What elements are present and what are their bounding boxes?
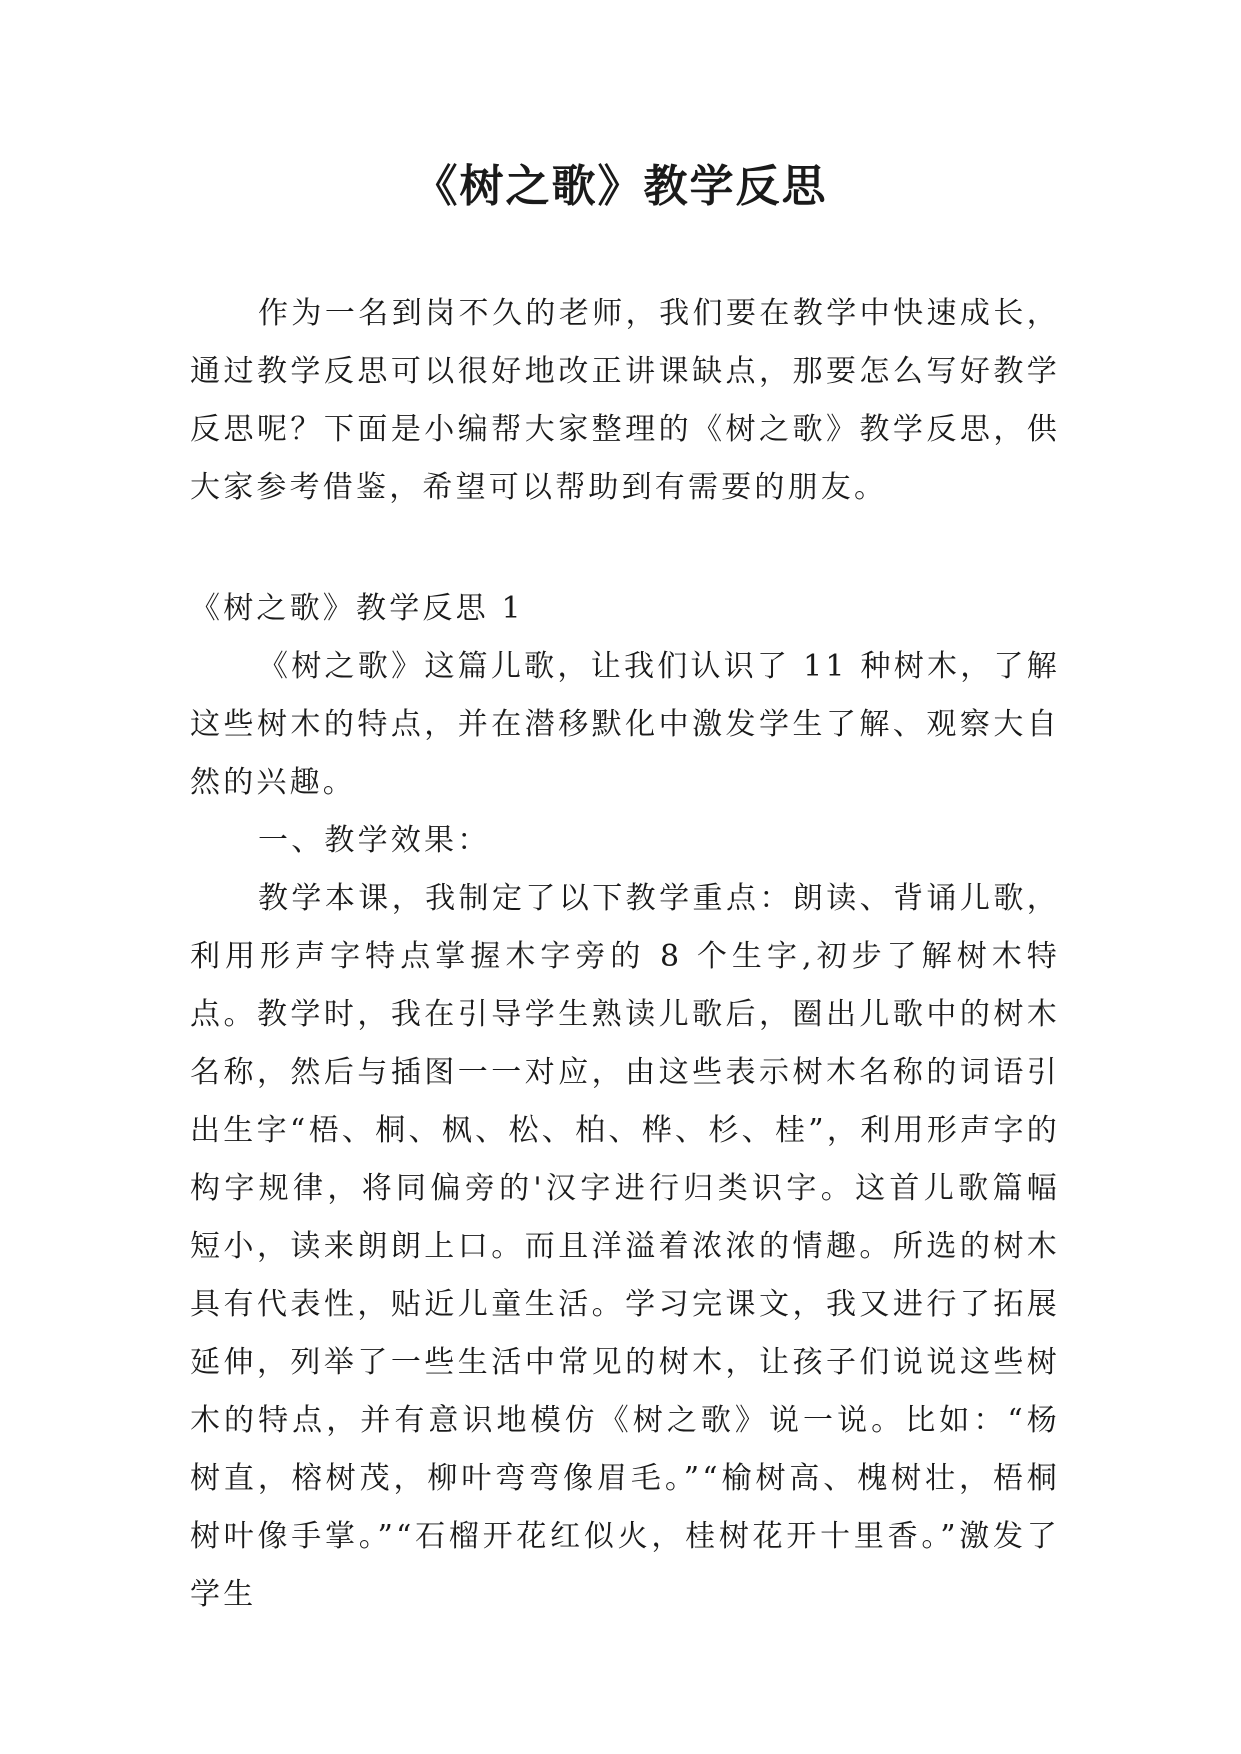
subsection-heading: 一、教学效果：: [258, 823, 491, 858]
body-paragraph: 教学本课，我制定了以下教学重点：朗读、背诵儿歌，利用形声字特点掌握木字旁的 8 个生字,初步了解树木特点。教学时，我在引导学生熟读儿歌后，圈出儿歌中的树木名称，然后与插图一一对应，由这些表示树木名称的词语引出生字“梧、桐、枫、松、柏、桦、杉、桂”，利用形声字的构字规律，将同偏旁的'汉字进行归类识字。这首儿歌篇幅短小，读来朗朗上口。而且洋溢着浓浓的情趣。所选的树木具有代表性，贴近儿童生活。学习完课文，我又进行了拓展延伸，列举了一些生活中常见的树木，让孩子们说说这些树木的特点，并有意识地模仿《树之歌》说一说。比如：“杨树直，榕树茂，柳叶弯弯像眉毛。”“榆树高、槐树壮，梧桐树叶像手掌。”“石榴开花红似火，桂树花开十里香。”激发了学生: [190, 881, 1060, 1612]
intro-paragraph: 作为一名到岗不久的老师，我们要在教学中快速成长，通过教学反思可以很好地改正讲课缺点，那要怎么写好教学反思呢？下面是小编帮大家整理的《树之歌》教学反思，供大家参考借鉴，希望可以帮助到有需要的朋友。: [190, 296, 1060, 505]
body-paragraph: 《树之歌》这篇儿歌，让我们认识了 11 种树木，了解这些树木的特点，并在潜移默化中激发学生了解、观察大自然的兴趣。: [190, 649, 1060, 800]
section-heading: 《树之歌》教学反思 1: [190, 591, 524, 626]
document-title: 《树之歌》教学反思: [413, 161, 828, 212]
